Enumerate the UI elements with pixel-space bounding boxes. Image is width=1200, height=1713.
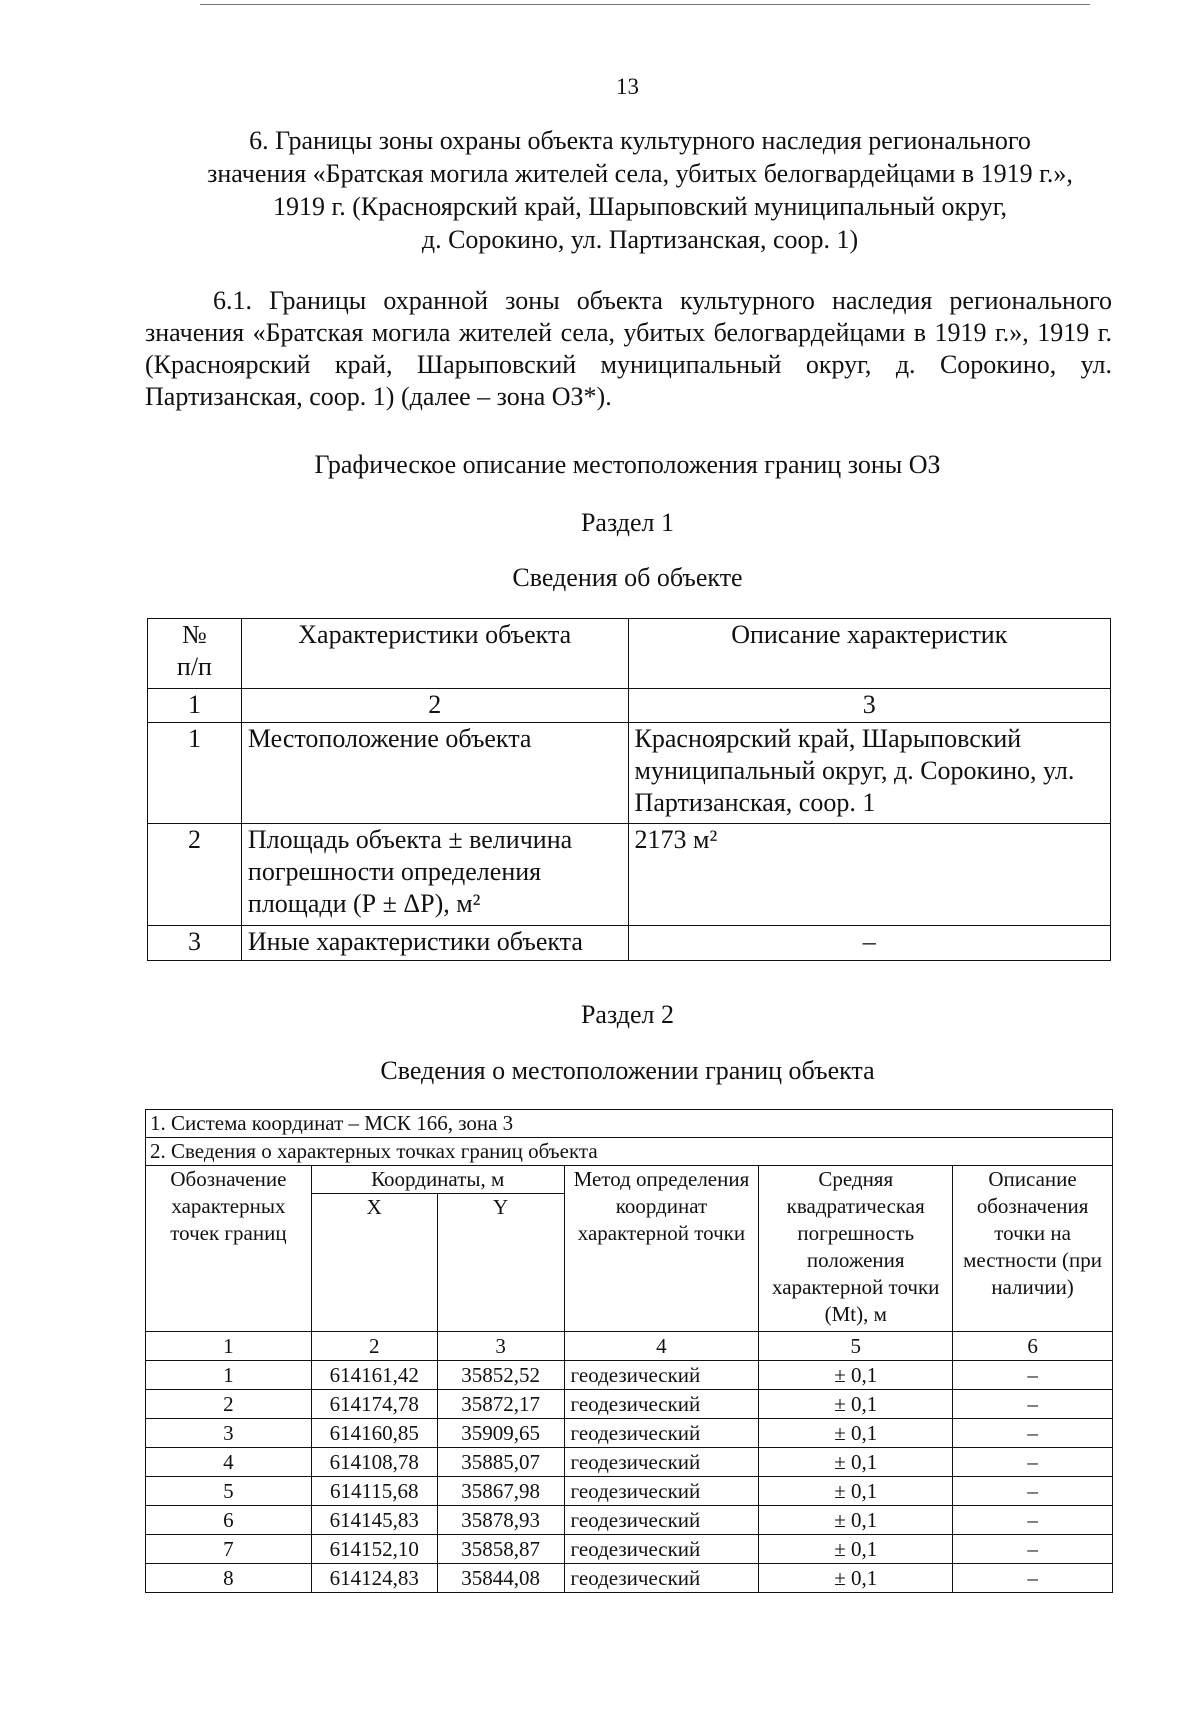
table-row	[146, 1535, 1113, 1564]
colnum-cell: 3	[437, 1332, 564, 1361]
table-row	[148, 723, 1111, 824]
point-error: ± 0,1	[759, 1361, 953, 1390]
header-x: X	[311, 1194, 437, 1332]
table-row	[146, 1419, 1113, 1448]
section2-subtitle: Сведения о местоположении границ объекта	[380, 1056, 875, 1085]
colnum-cell: 3	[628, 689, 1110, 723]
point-x: 614115,68	[311, 1477, 437, 1506]
header-designation: Обозначение характерных точек границ	[146, 1166, 312, 1332]
point-error: ± 0,1	[759, 1448, 953, 1477]
point-x: 614152,10	[311, 1535, 437, 1564]
point-x: 614161,42	[311, 1361, 437, 1390]
table-header-row	[146, 1166, 1113, 1194]
boundary-points-table	[145, 1109, 1113, 1593]
title-line: 6. Границы зоны охраны объекта культурного наследия регионального	[249, 126, 1031, 155]
point-number: 8	[146, 1564, 312, 1593]
title-line: д. Сорокино, ул. Партизанская, соор. 1)	[421, 225, 859, 254]
point-method: геодезический	[564, 1535, 759, 1564]
colnum-cell: 1	[148, 689, 242, 723]
row-desc: 2173 м²	[628, 824, 1110, 926]
point-y: 35878,93	[437, 1506, 564, 1535]
points-heading: 2. Сведения о характерных точках границ объекта	[146, 1138, 1113, 1166]
point-y: 35858,87	[437, 1535, 564, 1564]
point-y: 35872,17	[437, 1390, 564, 1419]
colnum-cell: 2	[311, 1332, 437, 1361]
point-description: –	[953, 1448, 1113, 1477]
colnum-cell: 5	[759, 1332, 953, 1361]
table-row	[146, 1361, 1113, 1390]
point-description: –	[953, 1535, 1113, 1564]
page-number: 13	[616, 74, 639, 99]
table-row	[146, 1477, 1113, 1506]
table-row	[146, 1448, 1113, 1477]
row-num: 3	[148, 926, 242, 961]
point-error: ± 0,1	[759, 1564, 953, 1593]
point-number: 3	[146, 1419, 312, 1448]
colnum-cell: 1	[146, 1332, 312, 1361]
point-number: 5	[146, 1477, 312, 1506]
header-coords: Координаты, м	[311, 1166, 564, 1194]
header-description: Описание обозначения точки на местности (при наличии)	[953, 1166, 1113, 1332]
point-y: 35852,52	[437, 1361, 564, 1390]
point-error: ± 0,1	[759, 1390, 953, 1419]
table-row	[146, 1564, 1113, 1593]
point-description: –	[953, 1506, 1113, 1535]
point-method: геодезический	[564, 1564, 759, 1593]
column-number-row	[148, 689, 1111, 723]
point-x: 614124,83	[311, 1564, 437, 1593]
point-number: 2	[146, 1390, 312, 1419]
section1-subtitle: Сведения об объекте	[512, 563, 743, 592]
point-y: 35885,07	[437, 1448, 564, 1477]
point-description: –	[953, 1361, 1113, 1390]
colnum-cell: 2	[241, 689, 628, 723]
point-error: ± 0,1	[759, 1506, 953, 1535]
table-row	[146, 1390, 1113, 1419]
row-char: Иные характеристики объекта	[241, 926, 628, 961]
header-cell-num: № п/п	[148, 619, 242, 689]
point-number: 7	[146, 1535, 312, 1564]
row-char: Местоположение объекта	[241, 723, 628, 824]
row-num: 1	[148, 723, 242, 824]
point-description: –	[953, 1419, 1113, 1448]
point-method: геодезический	[564, 1419, 759, 1448]
point-x: 614160,85	[311, 1419, 437, 1448]
table-row	[148, 926, 1111, 961]
point-number: 6	[146, 1506, 312, 1535]
top-rule	[200, 4, 1090, 5]
section1-label: Раздел 1	[580, 508, 675, 537]
header-cell-char: Характеристики объекта	[241, 619, 628, 689]
point-number: 4	[146, 1448, 312, 1477]
point-error: ± 0,1	[759, 1535, 953, 1564]
point-x: 614145,83	[311, 1506, 437, 1535]
coord-system: 1. Система координат – МСК 166, зона 3	[146, 1110, 1113, 1138]
colnum-cell: 4	[564, 1332, 759, 1361]
point-method: геодезический	[564, 1390, 759, 1419]
point-y: 35844,08	[437, 1564, 564, 1593]
point-number: 1	[146, 1361, 312, 1390]
point-error: ± 0,1	[759, 1419, 953, 1448]
point-y: 35867,98	[437, 1477, 564, 1506]
object-info-table	[147, 618, 1111, 961]
title-line: значения «Братская могила жителей села, убитых белогвардейцами в 1919 г.»,	[207, 159, 1073, 188]
table-row	[146, 1506, 1113, 1535]
point-x: 614174,78	[311, 1390, 437, 1419]
header-error: Средняя квадратическая погрешность положения характерной точки (Mt), м	[759, 1166, 953, 1332]
point-description: –	[953, 1564, 1113, 1593]
point-method: геодезический	[564, 1506, 759, 1535]
row-desc: –	[628, 926, 1110, 961]
table-header-row	[148, 619, 1111, 689]
table-row	[148, 824, 1111, 926]
colnum-cell: 6	[953, 1332, 1113, 1361]
graphic-heading: Графическое описание местоположения границ зоны ОЗ	[314, 450, 941, 479]
coord-system-row	[146, 1110, 1113, 1138]
title-line: 1919 г. (Красноярский край, Шарыповский муниципальный округ,	[273, 192, 1007, 221]
section2-label: Раздел 2	[580, 1000, 675, 1029]
point-y: 35909,65	[437, 1419, 564, 1448]
point-error: ± 0,1	[759, 1477, 953, 1506]
row-char: Площадь объекта ± величина погрешности определения площади (Р ± ΔР), м²	[241, 824, 628, 926]
row-num: 2	[148, 824, 242, 926]
header-y: Y	[437, 1194, 564, 1332]
point-method: геодезический	[564, 1477, 759, 1506]
point-description: –	[953, 1390, 1113, 1419]
subsection-paragraph: 6.1. Границы охранной зоны объекта культурного наследия регионального значения «Братская могила жителей села, убитых белогвардейцами в 1919 г.», 1919 г. (Красноярский край, Шарыповский муниципальный округ, д. Сорокино, ул. Партизанская, соор. 1) (далее – зона ОЗ*).	[145, 286, 1112, 411]
header-method: Метод определения координат характерной точки	[564, 1166, 759, 1332]
column-number-row	[146, 1332, 1113, 1361]
section-title	[140, 124, 1140, 256]
header-cell-desc: Описание характеристик	[628, 619, 1110, 689]
point-description: –	[953, 1477, 1113, 1506]
point-method: геодезический	[564, 1448, 759, 1477]
row-desc: Красноярский край, Шарыповский муниципальный округ, д. Сорокино, ул. Партизанская, соор. 1	[628, 723, 1110, 824]
point-x: 614108,78	[311, 1448, 437, 1477]
point-method: геодезический	[564, 1361, 759, 1390]
points-heading-row	[146, 1138, 1113, 1166]
